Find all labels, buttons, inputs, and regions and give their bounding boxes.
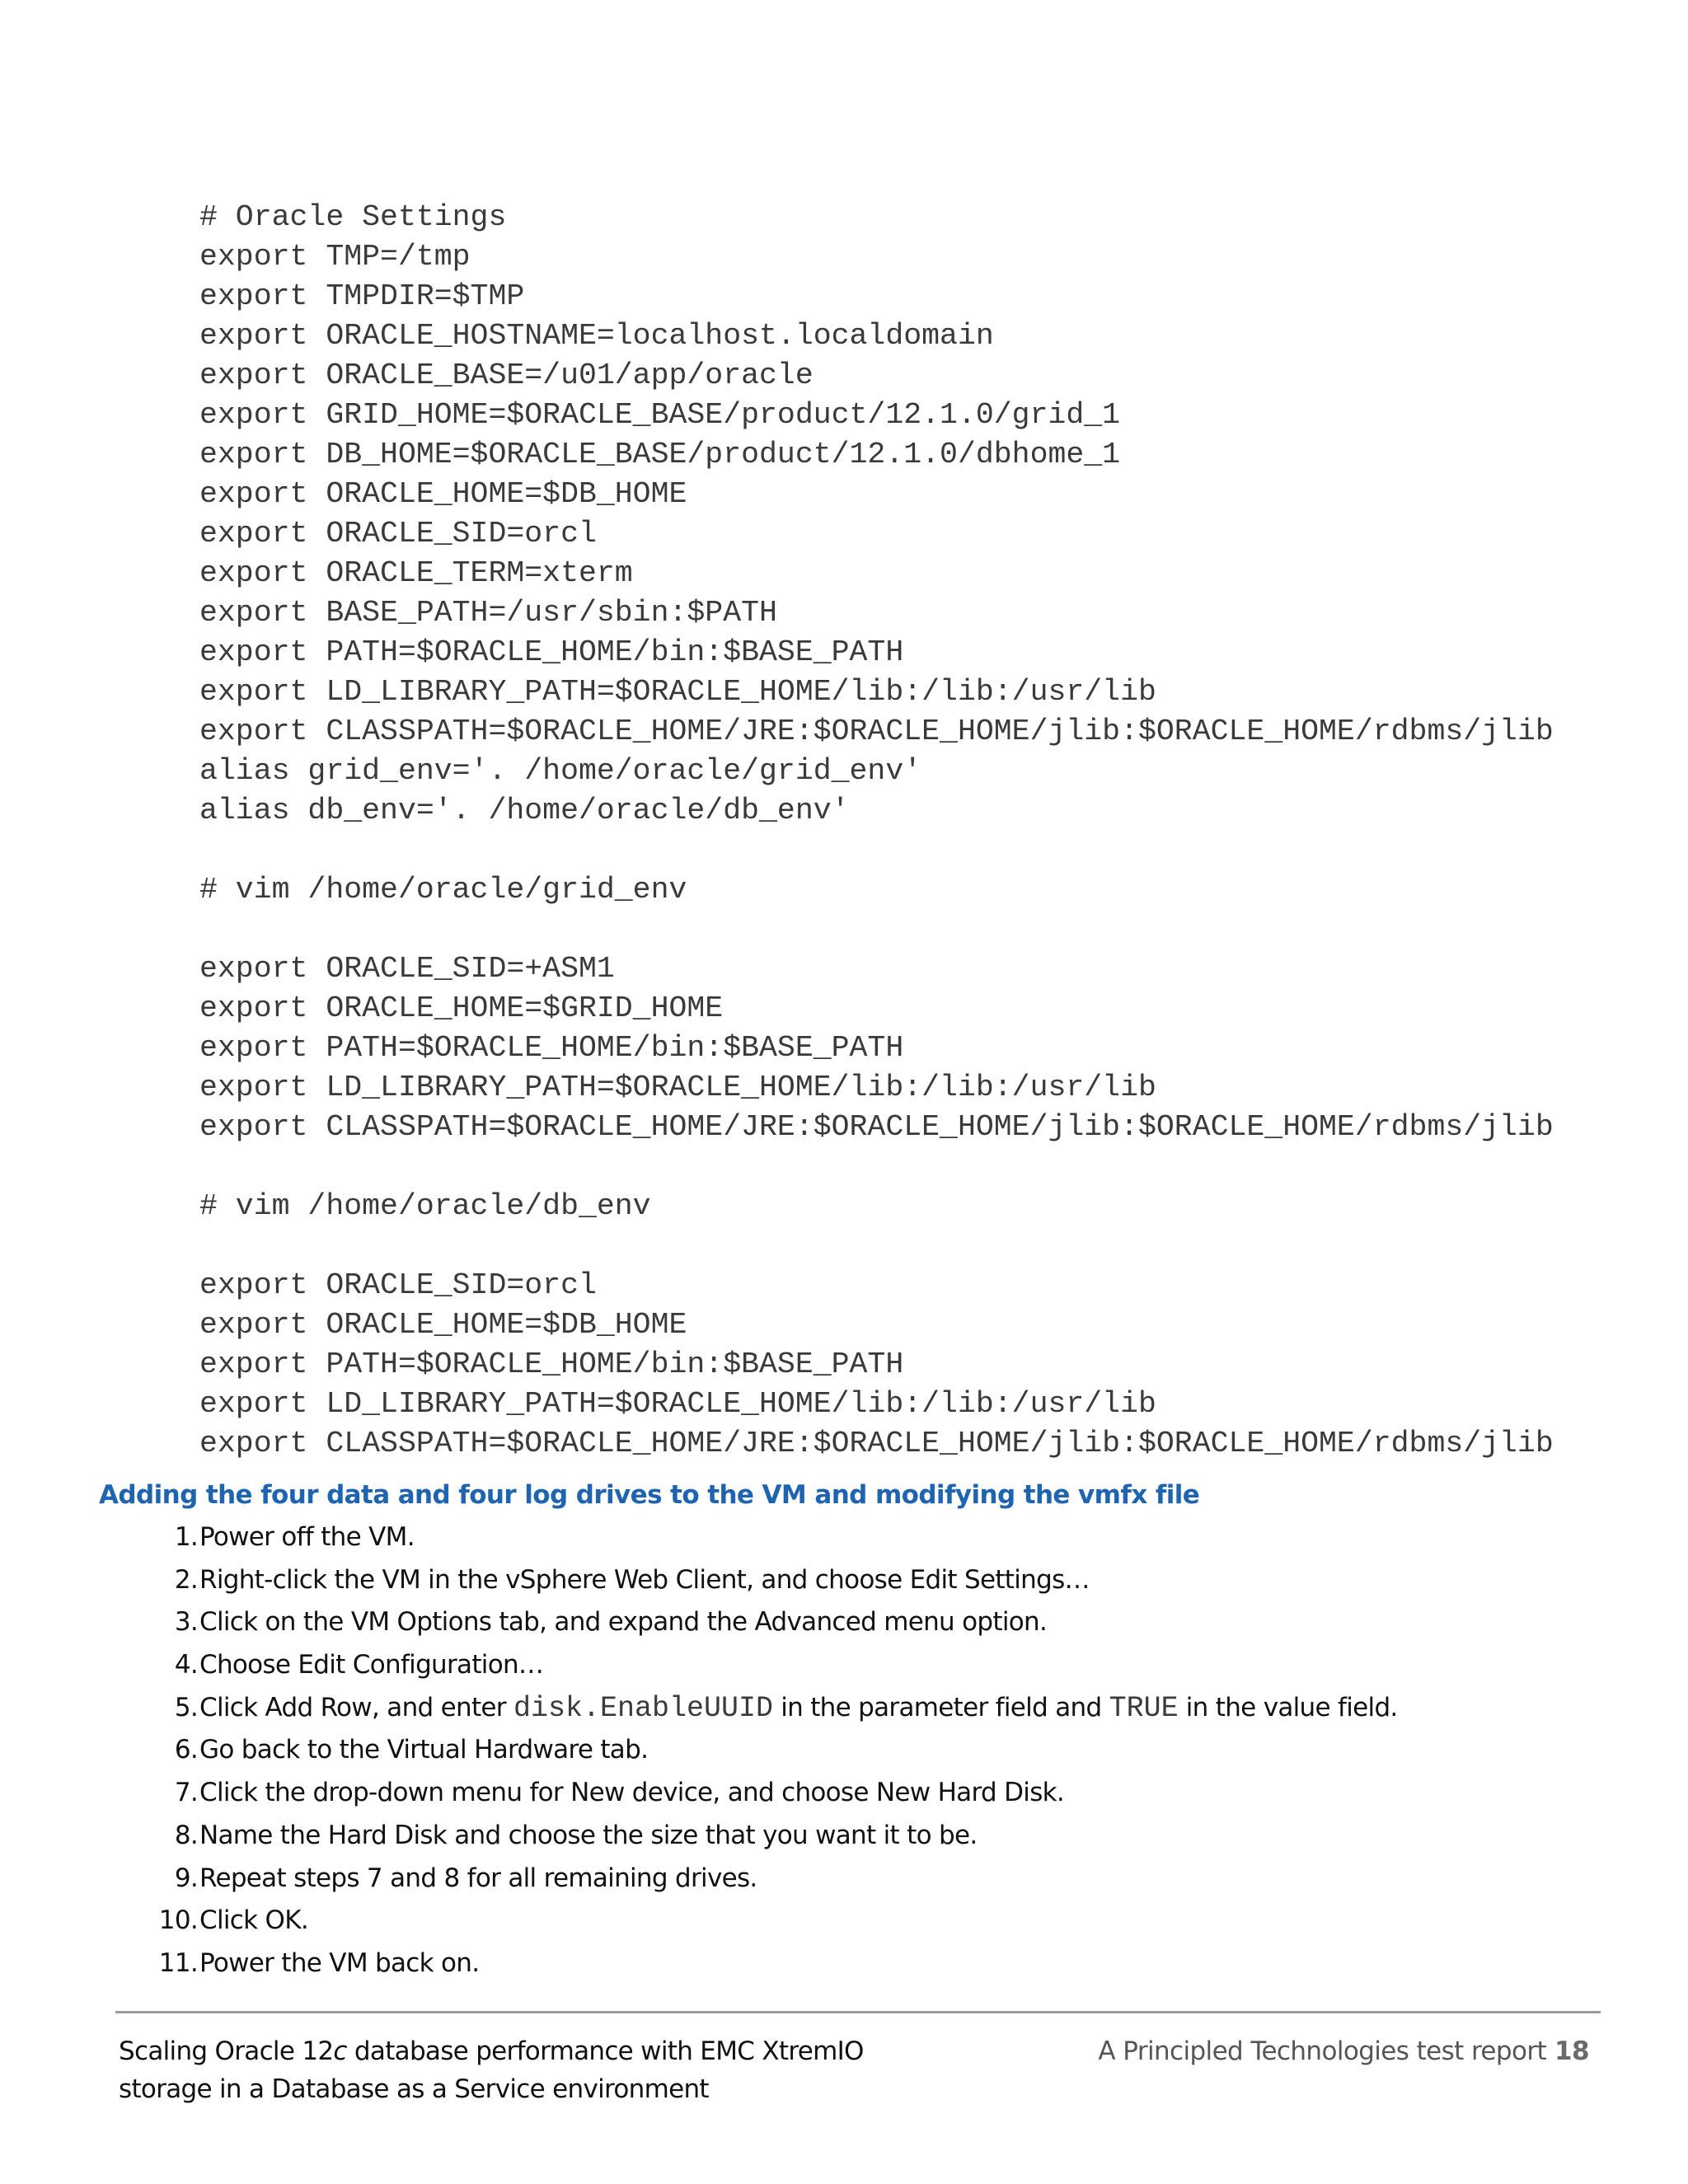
footer-report-title	[119, 2032, 864, 2108]
step-text: Go back to the Virtual Hardware tab.	[199, 1735, 649, 1765]
step-number: 7.	[174, 1778, 198, 1808]
step-number: 10.	[158, 1905, 198, 1936]
code-line: export ORACLE_SID=orcl	[199, 1268, 597, 1302]
step-item	[124, 1858, 757, 1900]
code-line: export PATH=$ORACLE_HOME/bin:$BASE_PATH	[199, 635, 904, 669]
step-text: Click the drop-down menu for New device, and choose New Hard Disk.	[199, 1778, 1065, 1808]
step-number: 2.	[174, 1564, 198, 1595]
step-text	[199, 1687, 1398, 1731]
step-text: Choose Edit Configuration…	[199, 1650, 544, 1680]
code-line: export PATH=$ORACLE_HOME/bin:$BASE_PATH	[199, 1031, 904, 1065]
code-line: export LD_LIBRARY_PATH=$ORACLE_HOME/lib:/lib:/usr/lib	[199, 1071, 1156, 1104]
step-number: 11.	[158, 1947, 198, 1978]
step-number: 5.	[174, 1692, 198, 1722]
step-text: Power off the VM.	[199, 1522, 415, 1552]
code-line: # vim /home/oracle/db_env	[199, 1189, 651, 1223]
step-item	[124, 1516, 415, 1559]
footer-title-pre: Scaling Oracle 12	[119, 2036, 334, 2066]
footer-title-line1	[119, 2032, 864, 2070]
step-number: 8.	[174, 1820, 198, 1850]
step-text-part: in the value field.	[1178, 1692, 1398, 1722]
step-text-part: Click Add Row, and enter	[199, 1692, 513, 1722]
section-heading: Adding the four data and four log drives to the VM and modifying the vmfx file	[99, 1480, 1200, 1510]
code-line	[199, 831, 1554, 870]
step-number: 1.	[174, 1522, 198, 1552]
code-line: alias grid_env='. /home/oracle/grid_env'	[199, 754, 922, 788]
step-text-part: in the parameter field and	[773, 1692, 1109, 1722]
code-line: alias db_env='. /home/oracle/db_env'	[199, 794, 850, 827]
footer-title-line2: storage in a Database as a Service environment	[119, 2074, 709, 2104]
code-line: export GRID_HOME=$ORACLE_BASE/product/12.1.0/grid_1	[199, 398, 1121, 432]
step-number: 9.	[174, 1863, 198, 1893]
step-text: Name the Hard Disk and choose the size that you want it to be.	[199, 1820, 978, 1850]
code-line: export ORACLE_HOME=$DB_HOME	[199, 477, 687, 511]
code-line: export ORACLE_TERM=xterm	[199, 556, 633, 590]
step-item	[124, 1687, 1398, 1730]
step-item	[124, 1900, 309, 1943]
code-line: export CLASSPATH=$ORACLE_HOME/JRE:$ORACLE_HOME/jlib:$ORACLE_HOME/rdbms/jlib	[199, 1427, 1554, 1460]
code-line: export BASE_PATH=/usr/sbin:$PATH	[199, 596, 777, 630]
code-line: export TMPDIR=$TMP	[199, 279, 525, 313]
code-block	[199, 198, 1554, 1464]
step-text: Right-click the VM in the vSphere Web Client, and choose Edit Settings…	[199, 1564, 1090, 1595]
steps-list	[124, 1516, 1398, 1985]
code-line: export ORACLE_SID=orcl	[199, 517, 597, 551]
step-item	[124, 1729, 649, 1772]
code-line: export DB_HOME=$ORACLE_BASE/product/12.1.0/dbhome_1	[199, 438, 1121, 471]
footer-title-post: database performance with EMC XtremIO	[346, 2036, 864, 2066]
code-line: # Oracle Settings	[199, 200, 507, 234]
step-code: TRUE	[1109, 1691, 1179, 1725]
code-line: export CLASSPATH=$ORACLE_HOME/JRE:$ORACLE_HOME/jlib:$ORACLE_HOME/rdbms/jlib	[199, 715, 1554, 748]
code-line: export CLASSPATH=$ORACLE_HOME/JRE:$ORACLE_HOME/jlib:$ORACLE_HOME/rdbms/jlib	[199, 1110, 1554, 1144]
step-code: disk.EnableUUID	[513, 1691, 774, 1725]
footer-divider	[115, 2011, 1601, 2013]
step-item	[124, 1943, 480, 1985]
code-line: export ORACLE_HOME=$DB_HOME	[199, 1308, 687, 1342]
step-text: Power the VM back on.	[199, 1947, 480, 1978]
step-number: 4.	[174, 1650, 198, 1680]
code-line: export ORACLE_HOME=$GRID_HOME	[199, 991, 724, 1025]
step-text: Repeat steps 7 and 8 for all remaining drives.	[199, 1863, 757, 1893]
code-line: export ORACLE_BASE=/u01/app/oracle	[199, 359, 814, 392]
step-text: Click OK.	[199, 1905, 309, 1936]
code-line	[199, 1147, 1554, 1187]
code-line: export ORACLE_SID=+ASM1	[199, 952, 615, 986]
code-line: export ORACLE_HOSTNAME=localhost.localdomain	[199, 319, 994, 353]
step-item	[124, 1815, 978, 1858]
code-line: export LD_LIBRARY_PATH=$ORACLE_HOME/lib:/lib:/usr/lib	[199, 675, 1156, 709]
code-line	[199, 1226, 1554, 1266]
page-number: 18	[1554, 2036, 1589, 2066]
step-number: 6.	[174, 1735, 198, 1765]
code-line	[199, 910, 1554, 949]
footer-report-label	[1098, 2032, 1589, 2070]
step-number: 3.	[174, 1607, 198, 1638]
step-item	[124, 1559, 1090, 1602]
step-item	[124, 1644, 544, 1687]
footer-publisher: A Principled Technologies test report	[1098, 2036, 1547, 2066]
footer-title-italic: c	[333, 2036, 347, 2066]
code-line: # vim /home/oracle/grid_env	[199, 873, 687, 907]
step-item	[124, 1601, 1048, 1644]
step-item	[124, 1772, 1065, 1815]
code-line: export TMP=/tmp	[199, 240, 471, 274]
step-text: Click on the VM Options tab, and expand the Advanced menu option.	[199, 1607, 1048, 1638]
code-line: export LD_LIBRARY_PATH=$ORACLE_HOME/lib:/lib:/usr/lib	[199, 1387, 1156, 1421]
code-line: export PATH=$ORACLE_HOME/bin:$BASE_PATH	[199, 1347, 904, 1381]
